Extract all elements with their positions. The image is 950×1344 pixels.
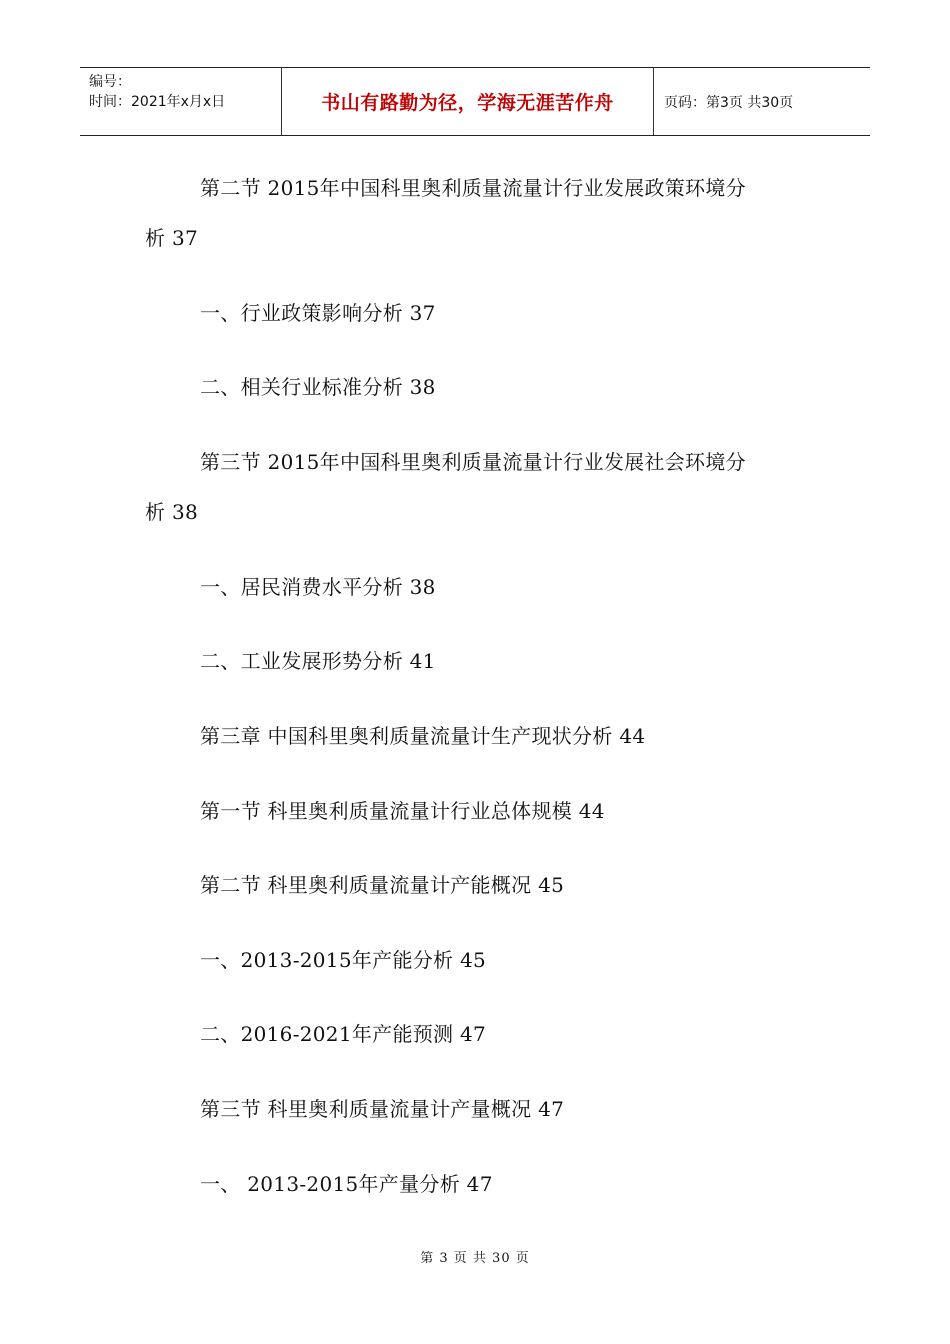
toc-line: 一、行业政策影响分析 37 [200,301,436,325]
header-left-cell [80,68,281,135]
number-label: 编号： [89,74,131,90]
header-middle-cell [281,68,654,135]
toc-line: 析 37 [145,226,199,250]
toc-line: 第三章 中国科里奥利质量流量计生产现状分析 44 [200,724,646,748]
page-info: 页码：第3页 共30页 [664,94,794,111]
header-table [80,67,870,136]
toc-line: 第三节 科里奥利质量流量计产量概况 47 [200,1097,565,1121]
page-footer: 第 3 页 共 30 页 [420,1251,530,1266]
time-label: 时间：2021年x月x日 [89,94,226,110]
toc-line: 第一节 科里奥利质量流量计行业总体规模 44 [200,799,605,823]
toc-line: 第二节 2015年中国科里奥利质量流量计行业发展政策环境分 [200,176,746,200]
toc-line: 二、工业发展形势分析 41 [200,649,436,673]
toc-line: 第三节 2015年中国科里奥利质量流量计行业发展社会环境分 [200,450,746,474]
motto-text: 书山有路勤为径，学海无涯苦作舟 [321,92,614,114]
toc-line: 第二节 科里奥利质量流量计产能概况 45 [200,873,565,897]
toc-line: 析 38 [145,500,199,524]
toc-line: 一、 2013-2015年产量分析 47 [200,1172,493,1196]
toc-line: 二、2016-2021年产能预测 47 [200,1022,487,1046]
toc-line: 一、2013-2015年产能分析 45 [200,948,487,972]
header-right-cell [654,68,870,135]
toc-line: 一、居民消费水平分析 38 [200,575,436,599]
toc-line: 二、相关行业标准分析 38 [200,375,436,399]
